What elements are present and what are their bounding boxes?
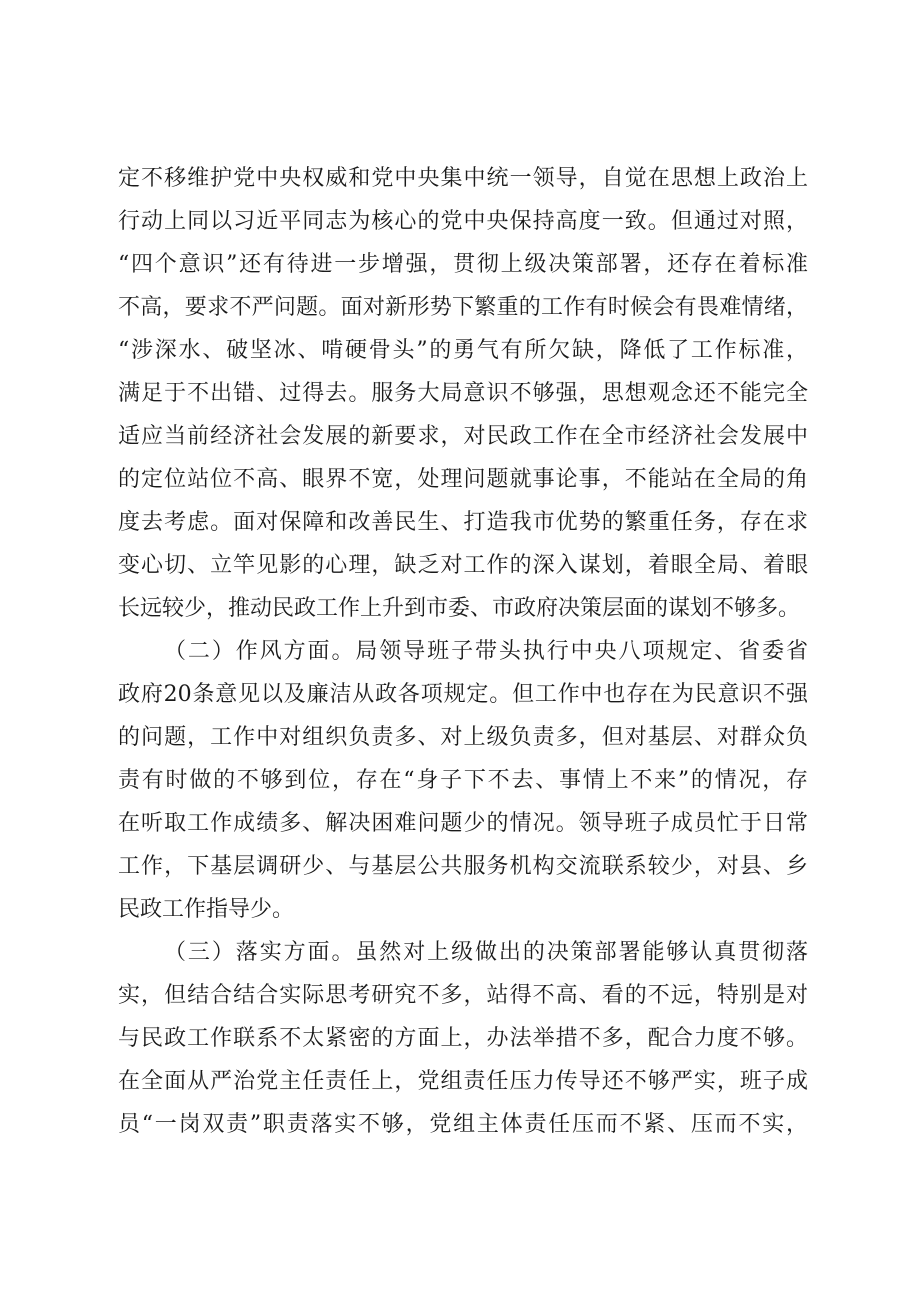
text-line: 的问题，工作中对组织负责多、对上级负责多，但对基层、对群众负 [118,725,808,750]
text-line: 民政工作指导少。 [118,897,295,922]
text-line: 满足于不出错、过得去。服务大局意识不够强，思想观念还不能完全 [118,381,808,406]
document-body [118,157,808,1146]
text-line: 长远较少，推动民政工作上升到市委、市政府决策层面的谋划不够多。 [118,596,801,621]
text-line: 责有时做的不够到位，存在“身子下不去、事情上不来”的情况，存 [118,768,808,793]
text-line: 员“一岗双责”职责落实不够，党组主体责任压而不紧、压而不实， [118,1112,808,1137]
text-line: 政府20条意见以及廉洁从政各项规定。但工作中也存在为民意识不强 [118,682,808,707]
text-line: 与民政工作联系不太紧密的方面上，办法举措不多，配合力度不够。 [118,1026,808,1051]
text-line: 适应当前经济社会发展的新要求，对民政工作在全市经济社会发展中 [118,424,808,449]
text-line: 工作，下基层调研少、与基层公共服务机构交流联系较少，对县、乡 [118,854,808,879]
text-line: 的定位站位不高、眼界不宽，处理问题就事论事，不能站在全局的角 [118,467,808,492]
text-line: 不高，要求不严问题。面对新形势下繁重的工作有时候会有畏难情绪， [118,295,808,320]
text-line: 行动上同以习近平同志为核心的党中央保持高度一致。但通过对照， [118,209,808,234]
text-line: 变心切、立竿见影的心理，缺乏对工作的深入谋划，着眼全局、着眼 [118,553,808,578]
text-line: 定不移维护党中央权威和党中央集中统一领导，自觉在思想上政治上 [118,166,808,191]
text-line: 在听取工作成绩多、解决困难问题少的情况。领导班子成员忙于日常 [118,811,808,836]
text-line: “涉深水、破坚冰、啃硬骨头”的勇气有所欠缺，降低了工作标准， [118,338,808,363]
text-line: 在全面从严治党主任责任上，党组责任压力传导还不够严实，班子成 [118,1069,808,1094]
section-heading-style: （二）作风方面。局领导班子带头执行中央八项规定、省委省 [164,639,808,664]
section-heading-implementation: （三）落实方面。虽然对上级做出的决策部署能够认真贯彻落 [164,940,808,965]
text-line: “四个意识”还有待进一步增强，贯彻上级决策部署，还存在着标准 [118,252,808,277]
text-line: 度去考虑。面对保障和改善民生、打造我市优势的繁重任务，存在求 [118,510,808,535]
text-line: 实，但结合结合实际思考研究不多，站得不高、看的不远，特别是对 [118,983,808,1008]
